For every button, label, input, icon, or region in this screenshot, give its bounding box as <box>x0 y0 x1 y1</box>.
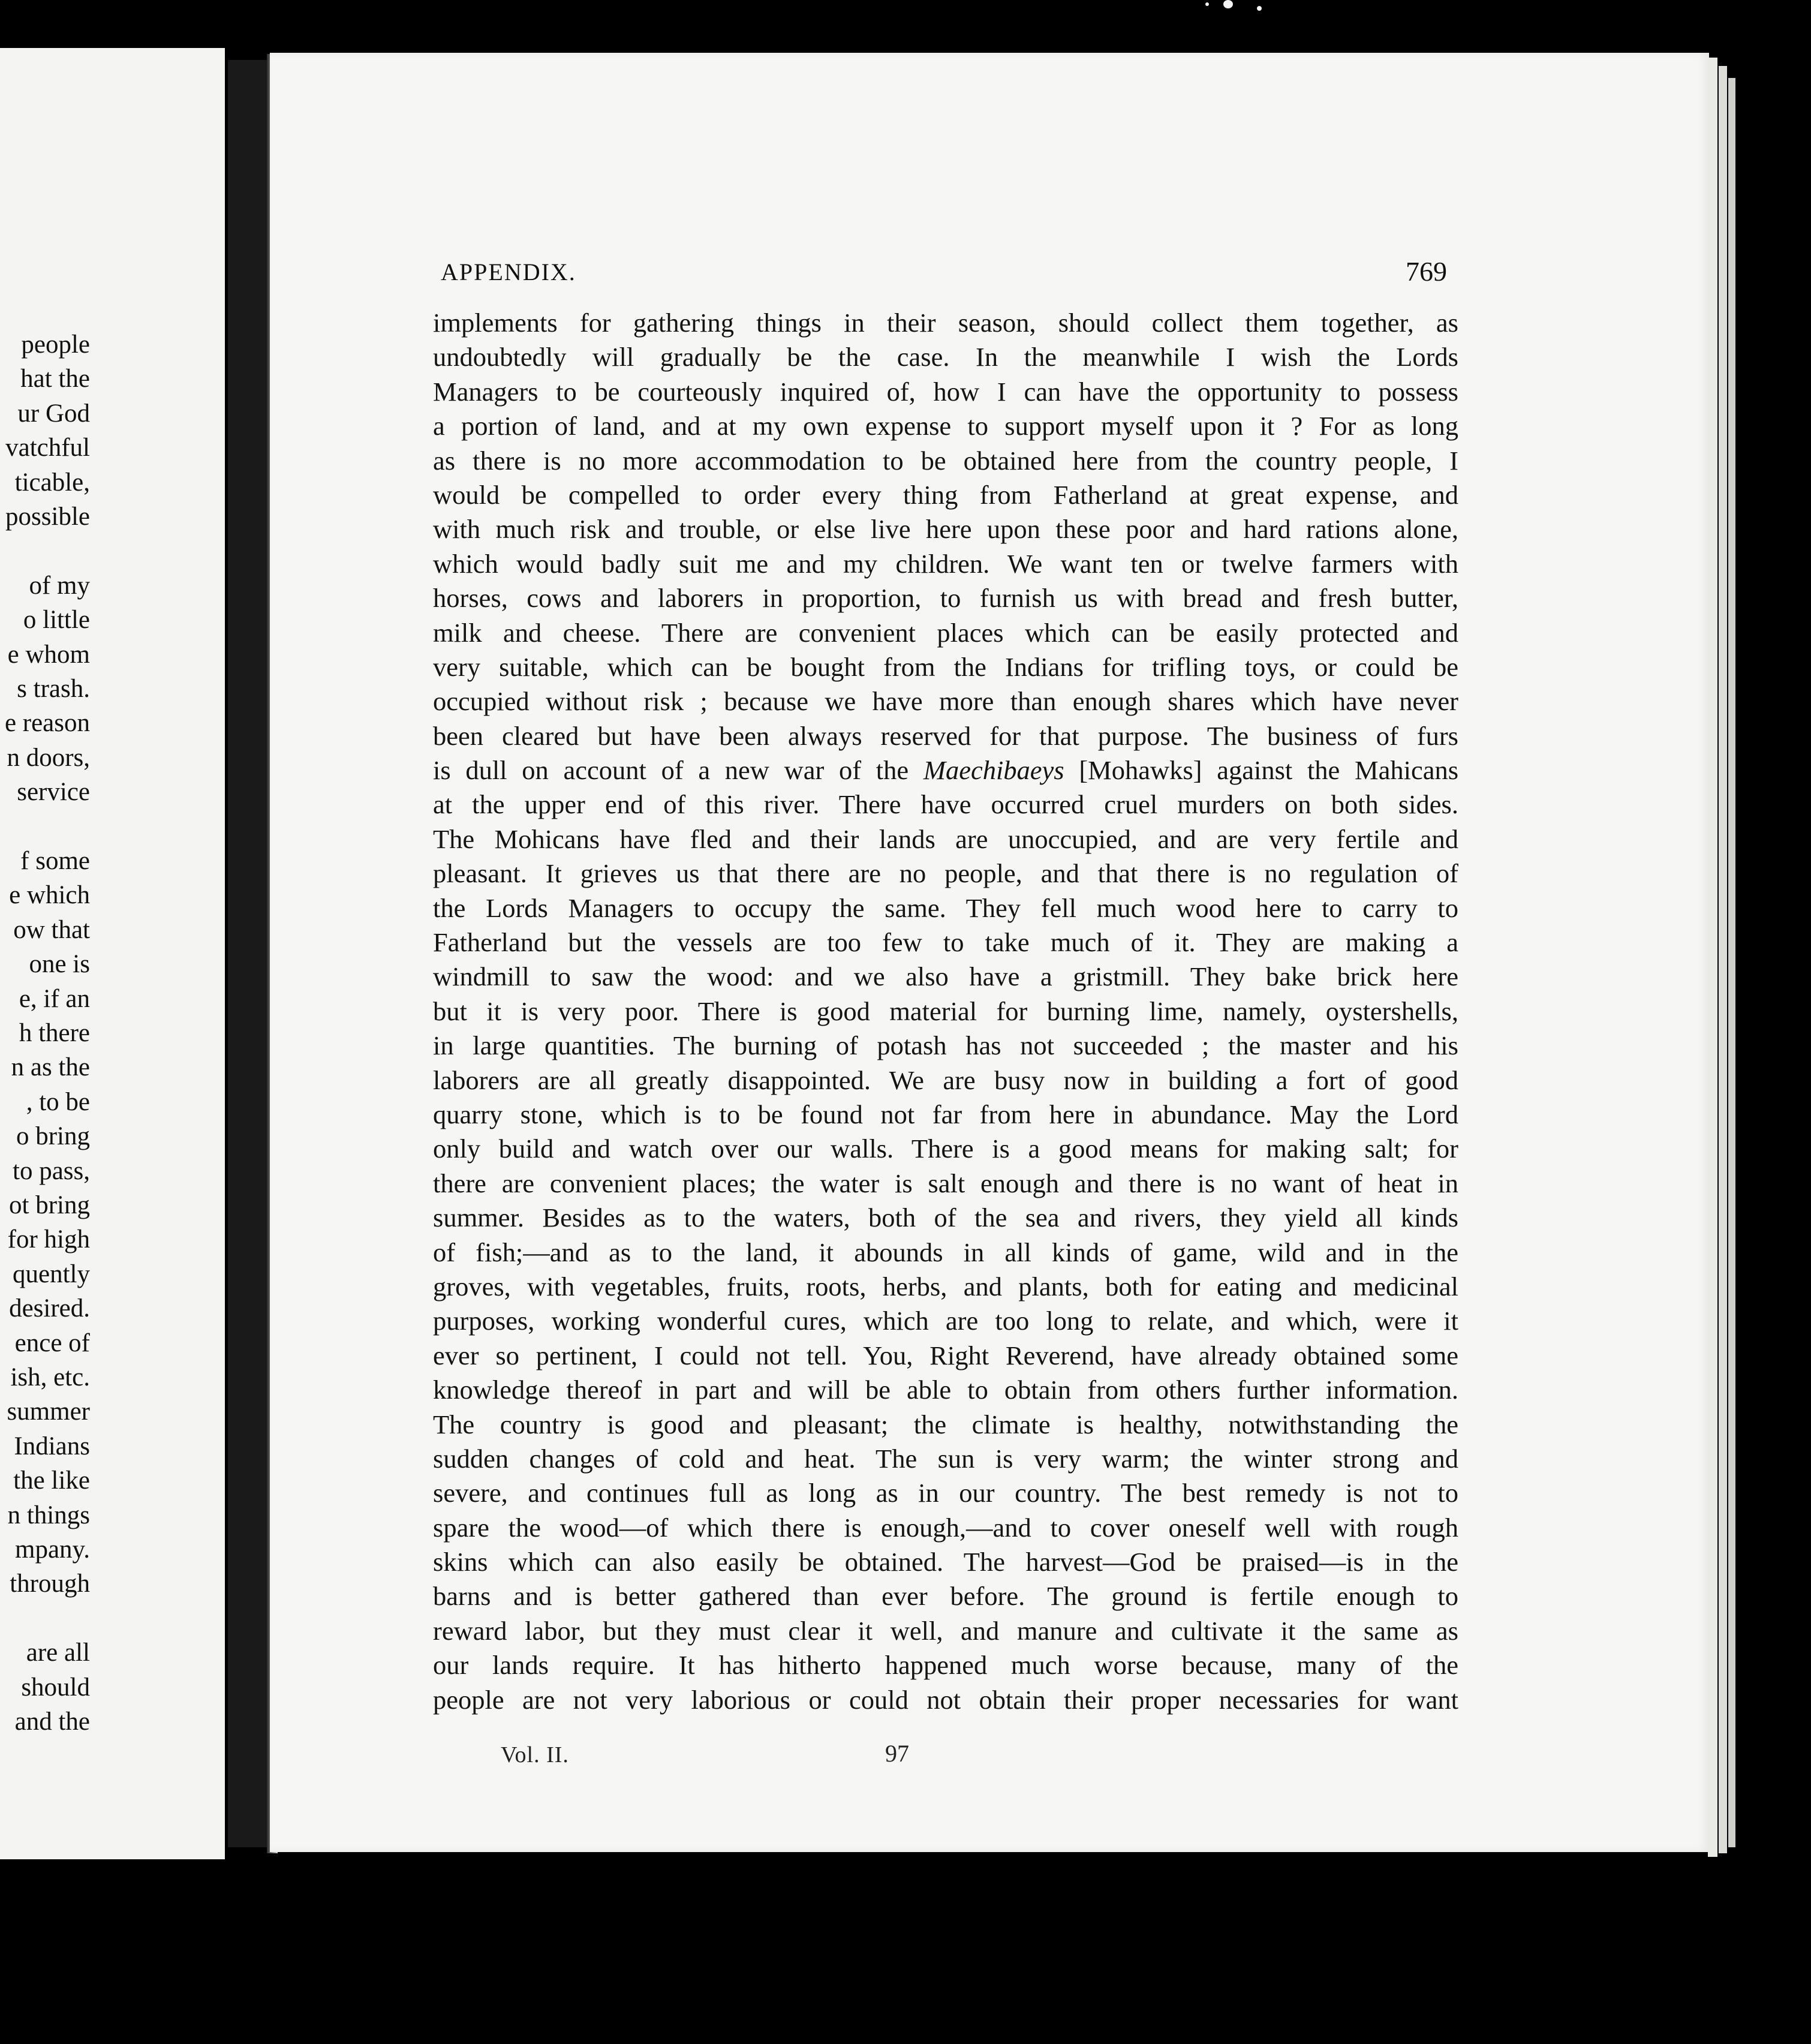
left-page-line: desired. <box>9 1294 90 1323</box>
body-line: people are not very laborious or could not obtain their proper necessaries for want <box>433 1684 1458 1715</box>
body-line: The country is good and pleasant; the climate is healthy, notwithstanding the <box>433 1409 1458 1439</box>
left-page-line: s trash. <box>17 675 90 703</box>
left-page-line: o bring <box>16 1122 90 1151</box>
body-line-segment: is dull on account of a new war of the <box>433 755 923 786</box>
body-line: summer. Besides as to the waters, both of the sea and rivers, they yield all kinds <box>433 1203 1458 1233</box>
left-page-line: n things <box>7 1501 90 1529</box>
left-page-line: of my <box>29 571 90 600</box>
body-line: spare the wood—of which there is enough,—and to cover oneself well with rough <box>433 1512 1458 1543</box>
left-page-line: service <box>17 778 90 807</box>
body-line: ever so pertinent, I could not tell. You, Right Reverend, have already obtained some <box>433 1340 1458 1370</box>
body-line: The Mohicans have fled and their lands are unoccupied, and are very fertile and <box>433 823 1458 854</box>
body-line: there are convenient places; the water is salt enough and there is no want of heat in <box>433 1168 1458 1198</box>
left-page-line: n doors, <box>7 743 90 772</box>
body-line <box>433 753 1458 787</box>
left-page-line: for high <box>7 1225 90 1254</box>
left-page-line: possible <box>5 503 90 531</box>
scan-speck <box>1223 0 1233 8</box>
left-page-line: ence of <box>14 1328 90 1357</box>
body-line: Fatherland but the vessels are too few to take much of it. They are making a <box>433 927 1458 958</box>
page-number: 769 <box>1406 256 1447 287</box>
left-page-line: people <box>21 330 90 359</box>
body-line: in large quantities. The burning of potash has not succeeded ; the master and his <box>433 1030 1458 1061</box>
body-line-segment: [Mohawks] against the Mahicans <box>1064 755 1459 786</box>
body-line: but it is very poor. There is good material for burning lime, namely, oystershells, <box>433 996 1458 1026</box>
left-page-line: quently <box>13 1260 90 1288</box>
left-page-line: n as the <box>11 1053 90 1082</box>
body-line: knowledge thereof in part and will be able to obtain from others further information. <box>433 1375 1458 1405</box>
left-page-line: to pass, <box>13 1156 90 1185</box>
left-page-line: e reason <box>4 709 90 738</box>
left-page-line: e, if an <box>19 984 90 1013</box>
page-edge <box>1719 66 1727 1853</box>
left-page-line: ow that <box>13 915 90 944</box>
body-line: Managers to be courteously inquired of, how I can have the opportunity to possess <box>433 376 1458 407</box>
scan-speck <box>1205 2 1209 6</box>
printer-signature: 97 <box>885 1740 909 1767</box>
left-page-line: through <box>10 1570 90 1598</box>
body-text <box>433 306 1458 1717</box>
body-line: groves, with vegetables, fruits, roots, herbs, and plants, both for eating and medicinal <box>433 1271 1458 1301</box>
page-edge <box>1708 58 1717 1857</box>
left-page-line: hat the <box>20 365 90 393</box>
left-page-line: h there <box>19 1019 90 1047</box>
left-page-line: ur God <box>17 399 90 428</box>
left-page-line: f some <box>20 847 90 875</box>
body-line: implements for gathering things in their season, should collect them together, as <box>433 308 1458 338</box>
body-line: only build and watch over our walls. There is a good means for making salt; for <box>433 1134 1458 1164</box>
body-line: windmill to saw the wood: and we also have a gristmill. They bake brick here <box>433 961 1458 992</box>
body-line: our lands require. It has hitherto happened much worse because, many of the <box>433 1650 1458 1681</box>
body-line: quarry stone, which is to be found not far from here in abundance. May the Lord <box>433 1099 1458 1129</box>
body-line: of fish;—and as to the land, it abounds in all kinds of game, wild and in the <box>433 1237 1458 1267</box>
page-edge <box>1728 78 1735 1847</box>
left-page-line: Indians <box>14 1432 90 1460</box>
body-line: sudden changes of cold and heat. The sun is very warm; the winter strong and <box>433 1443 1458 1474</box>
left-page-line: ish, etc. <box>10 1363 90 1391</box>
body-line: milk and cheese. There are convenient places which can be easily protected and <box>433 617 1458 648</box>
left-page-line: e which <box>9 881 90 910</box>
body-line: purposes, working wonderful cures, which are too long to relate, and which, were it <box>433 1306 1458 1336</box>
binding-gutter <box>228 60 270 1847</box>
left-page-line: the like <box>13 1466 90 1495</box>
left-page-line: one is <box>29 950 90 979</box>
left-page-line: and the <box>14 1708 90 1736</box>
left-page-line: ot bring <box>9 1191 90 1219</box>
body-line: a portion of land, and at my own expense to support myself upon it ? For as long <box>433 411 1458 441</box>
italic-term: Maechibaeys <box>923 755 1064 786</box>
body-line: at the upper end of this river. There have occurred cruel murders on both sides. <box>433 789 1458 820</box>
body-line: would be compelled to order every thing from Fatherland at great expense, and <box>433 479 1458 510</box>
left-page-line: o little <box>23 606 90 635</box>
body-line: barns and is better gathered than ever before. The ground is fertile enough to <box>433 1581 1458 1612</box>
left-page-line: e whom <box>7 640 90 669</box>
body-line: reward labor, but they must clear it well, and manure and cultivate it the same as <box>433 1615 1458 1646</box>
body-line: horses, cows and laborers in proportion, to furnish us with bread and fresh butter, <box>433 583 1458 614</box>
scan-speck <box>1257 6 1262 11</box>
left-page-line: ticable, <box>14 468 90 497</box>
left-page-line: vatchful <box>5 434 90 462</box>
body-line: which would badly suit me and my children. We want ten or twelve farmers with <box>433 548 1458 579</box>
left-page-line: summer <box>7 1397 90 1426</box>
body-line: very suitable, which can be bought from the Indians for trifling toys, or could be <box>433 651 1458 682</box>
volume-signature: Vol. II. <box>501 1742 569 1768</box>
body-line: pleasant. It grieves us that there are no people, and that there is no regulation of <box>433 858 1458 889</box>
body-line: the Lords Managers to occupy the same. They fell much wood here to carry to <box>433 892 1458 923</box>
body-line: with much risk and trouble, or else live here upon these poor and hard rations alone, <box>433 514 1458 545</box>
running-head: APPENDIX. <box>441 258 576 285</box>
body-line: laborers are all greatly disappointed. We are busy now in building a fort of good <box>433 1065 1458 1095</box>
body-line: skins which can also easily be obtained. The harvest—God be praised—is in the <box>433 1547 1458 1577</box>
body-line: severe, and continues full as long as in our country. The best remedy is not to <box>433 1478 1458 1508</box>
body-line: undoubtedly will gradually be the case. In the meanwhile I wish the Lords <box>433 342 1458 372</box>
left-page-line: , to be <box>26 1087 90 1116</box>
left-page-line: are all <box>26 1639 90 1667</box>
body-line: as there is no more accommodation to be obtained here from the country people, I <box>433 445 1458 476</box>
left-page-line: mpany. <box>15 1535 90 1564</box>
body-line: been cleared but have been always reserved for that purpose. The business of furs <box>433 720 1458 751</box>
left-page-line: should <box>21 1673 90 1702</box>
body-line: occupied without risk ; because we have more than enough shares which have never <box>433 686 1458 717</box>
left-page-fragment <box>0 48 225 1859</box>
